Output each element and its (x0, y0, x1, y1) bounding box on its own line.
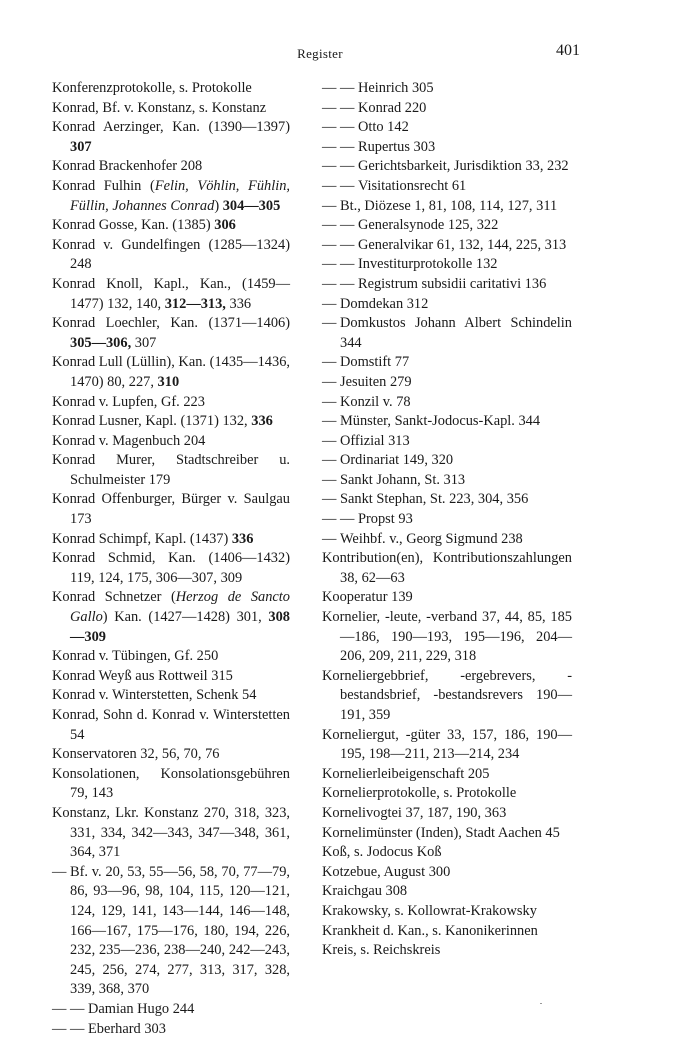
index-entry (322, 118, 572, 138)
entry-text: Damian Hugo 244 (88, 1000, 195, 1017)
entry-text: Bf. v. 20, 53, 55—56, 58, 70, 77—79, 86, 93—96, 98, 104, 115, 120—121, 124, 129, 141, 143—144, 146—148, 166—167, 175—176, 180, 194, 226, 232, 235—236, 238—240, 242—243, 245, 256, 274, 277, 313, 317, 328, 339, 368, 370 (70, 863, 290, 998)
ditto-dash: — (322, 315, 337, 332)
entry-text: Kornelivogtei 37, 187, 190, 363 (322, 804, 507, 821)
entry-text: Konrad Knoll, Kapl., Kan., (1459—1477) 132, 140, (52, 275, 290, 312)
entry-text: Sankt Johann, St. 313 (340, 471, 466, 488)
index-entry (322, 451, 572, 471)
ditto-dash: — (340, 80, 355, 96)
entry-text: Kooperatur 139 (322, 589, 413, 606)
index-entry (322, 275, 572, 295)
index-entry (322, 843, 572, 863)
index-entry (52, 451, 290, 490)
index-entry (322, 882, 572, 902)
ditto-dash: — (340, 138, 355, 155)
ditto-dash: — (322, 373, 337, 390)
entry-text: Konrad Schnetzer ( (52, 589, 176, 606)
index-entry (322, 216, 572, 236)
entry-text: Konrad Loechler, Kan. (1371—1406) (52, 315, 290, 332)
index-entry (322, 784, 572, 804)
index-entry (52, 765, 290, 804)
ditto-dash: — (322, 99, 337, 116)
index-column-left (52, 79, 290, 1039)
ditto-dash: — (322, 295, 337, 312)
entry-text: Konrad Schimpf, Kapl. (1437) (52, 530, 232, 547)
bold-page-ref: 312—313, (164, 295, 226, 312)
index-entry (322, 353, 572, 373)
ditto-dash: — (322, 256, 337, 273)
index-entry (52, 216, 290, 236)
entry-text: Konrad Brackenhofer 208 (52, 158, 203, 175)
entry-text: Konrad, Sohn d. Konrad v. Winterstetten 54 (52, 707, 290, 743)
index-entry (322, 412, 572, 432)
ditto-dash: — (322, 197, 337, 214)
entry-text: Jesuiten 279 (340, 373, 412, 390)
entry-text: Kornelierprotokolle, s. Protokolle (322, 785, 517, 802)
entry-text: Konrad Lull (Lüllin), Kan. (1435—1436, 1470) 80, 227, (52, 354, 290, 390)
index-entry (322, 922, 572, 942)
entry-text: Kornelierleibeigenschaft 205 (322, 765, 490, 782)
index-entry (322, 471, 572, 491)
italic-variant: Herzog de Sancto Gallo (70, 589, 290, 626)
index-entry (322, 549, 572, 588)
ditto-dash: — (340, 158, 355, 175)
page-number: 401 (556, 42, 580, 59)
index-entry (322, 157, 572, 177)
ditto-dash: — (70, 1000, 85, 1017)
entry-text: Domstift 77 (340, 354, 410, 371)
entry-text: Generalsynode 125, 322 (358, 217, 499, 234)
entry-text: Gerichtsbarkeit, Jurisdiktion 33, 232 (358, 158, 569, 175)
ditto-dash: — (322, 393, 337, 410)
index-entry (322, 824, 572, 844)
index-entry (322, 295, 572, 315)
entry-text: Registrum subsidii caritativi 136 (358, 275, 547, 292)
index-entry (52, 706, 290, 745)
entry-text: Generalvikar 61, 132, 144, 225, 313 (358, 236, 567, 253)
bold-page-ref: 306 (214, 217, 236, 234)
ditto-dash: — (52, 1020, 67, 1037)
entry-text: Offizial 313 (340, 432, 410, 449)
ditto-dash: — (322, 432, 337, 449)
entry-text: Konrad Schmid, Kan. (1406—1432) 119, 124, 175, 306—307, 309 (52, 550, 290, 586)
entry-text: Konrad Fulhin ( (52, 177, 155, 194)
entry-text: Konrad Gosse, Kan. (1385) (52, 217, 215, 234)
ditto-dash: — (322, 119, 337, 136)
index-entry (322, 490, 572, 510)
index-entry (52, 99, 290, 119)
entry-text: Konrad Weyß aus Rottweil 315 (52, 667, 233, 684)
index-entry (52, 393, 290, 413)
entry-text: Konferenzprotokolle, s. Protokolle (52, 80, 252, 96)
entry-text: Konrad, Bf. v. Konstanz, s. Konstanz (52, 99, 267, 116)
index-entry (52, 530, 290, 550)
ditto-dash: — (322, 530, 337, 547)
index-entry (52, 1020, 290, 1040)
bold-page-ref: 336 (231, 530, 254, 547)
entry-text: Konzil v. 78 (340, 393, 411, 410)
entry-text: Investiturprotokolle 132 (358, 256, 498, 273)
entry-text: Propst 93 (358, 511, 413, 528)
entry-text: Konrad v. Magenbuch 204 (52, 432, 206, 449)
entry-text: Heinrich 305 (358, 80, 434, 96)
entry-text: Korneliergut, -güter 33, 157, 186, 190—195, 198—211, 213—214, 234 (322, 726, 572, 763)
entry-text: Kreis, s. Reichskreis (322, 942, 441, 959)
ditto-dash: — (340, 236, 355, 253)
ditto-dash: — (340, 511, 355, 528)
scan-speck (540, 1003, 542, 1004)
bold-page-ref: 336 (251, 413, 273, 430)
entry-text: Kornelimünster (Inden), Stadt Aachen 45 (322, 824, 560, 841)
ditto-dash: — (322, 217, 337, 234)
entry-text: Konrad v. Gundelfingen (1285—1324) 248 (52, 236, 290, 273)
bold-page-ref: 310 (157, 373, 180, 390)
index-entry (52, 804, 290, 863)
index-column-right (322, 79, 572, 961)
entry-text: Domkustos Johann Albert Schindelin 344 (340, 315, 572, 351)
entry-text: Bt., Diözese 1, 81, 108, 114, 127, 311 (340, 197, 558, 214)
ditto-dash: — (322, 80, 337, 96)
index-entry (52, 490, 290, 529)
index-entry (322, 726, 572, 765)
entry-text: Konrad v. Winterstetten, Schenk 54 (52, 687, 257, 704)
ditto-dash: — (322, 354, 337, 371)
index-entry (322, 236, 572, 256)
index-entry (322, 902, 572, 922)
ditto-dash: — (340, 275, 355, 292)
entry-text: Korneliergebbrief, -ergebrevers, -bestandsbrief, -bestandsrevers 190—191, 359 (322, 667, 572, 723)
entry-text: Kontribution(en), Kontributionszahlungen 38, 62—63 (322, 550, 572, 586)
bold-page-ref: 305—306, (70, 334, 132, 351)
index-entry (322, 510, 572, 530)
index-entry (322, 79, 572, 99)
index-entry (52, 236, 290, 275)
entry-text: Otto 142 (358, 119, 409, 136)
index-entry (322, 314, 572, 353)
entry-text: Konrad Lusner, Kapl. (1371) 132, (52, 413, 252, 430)
ditto-dash: — (340, 119, 355, 136)
ditto-dash: — (322, 491, 337, 508)
index-entry (322, 432, 572, 452)
italic-variant: Felin, Vöhlin, Fühlin, Füllin, Johannes Conrad (70, 177, 290, 214)
index-entry (322, 588, 572, 608)
running-title: Register (297, 46, 343, 61)
index-entry (52, 79, 290, 99)
ditto-dash: — (70, 1020, 85, 1037)
entry-text: Krankheit d. Kan., s. Kanonikerinnen (322, 922, 538, 939)
bold-page-ref: 308—309 (70, 609, 290, 645)
ditto-dash: — (322, 511, 337, 528)
entry-text: ) Kan. (1427—1428) 301, (102, 609, 269, 626)
index-entry (322, 804, 572, 824)
index-entry (322, 138, 572, 158)
index-entry (52, 314, 290, 353)
ditto-dash: — (340, 177, 355, 194)
index-entry (52, 177, 290, 216)
entry-text: Domdekan 312 (340, 295, 429, 312)
entry-text: Kraichgau 308 (322, 883, 408, 900)
index-entry (322, 863, 572, 883)
ditto-dash: — (322, 138, 337, 155)
entry-text: Münster, Sankt-Jodocus-Kapl. 344 (340, 413, 541, 430)
index-entry (52, 412, 290, 432)
index-entry (52, 275, 290, 314)
index-entry (52, 745, 290, 765)
entry-text: Rupertus 303 (358, 138, 436, 155)
entry-text: Konstanz, Lkr. Konstanz 270, 318, 323, 331, 334, 342—343, 347—348, 361, 364, 371 (52, 804, 290, 861)
entry-text: Sankt Stephan, St. 223, 304, 356 (340, 491, 529, 508)
bold-page-ref: 307 (70, 138, 92, 155)
ditto-dash: — (52, 863, 67, 880)
entry-text: Konrad 220 (358, 99, 427, 116)
index-entry (322, 373, 572, 393)
index-entry (52, 118, 290, 157)
ditto-dash: — (322, 236, 337, 253)
ditto-dash: — (322, 275, 337, 292)
index-entry (52, 157, 290, 177)
ditto-dash: — (52, 1000, 67, 1017)
entry-text: Konrad v. Lupfen, Gf. 223 (52, 393, 205, 410)
entry-text: Konrad v. Tübingen, Gf. 250 (52, 648, 219, 665)
index-entry (52, 353, 290, 392)
ditto-dash: — (322, 413, 337, 430)
index-entry (52, 549, 290, 588)
index-entry (322, 530, 572, 550)
ditto-dash: — (340, 99, 355, 116)
entry-text: Koß, s. Jodocus Koß (322, 844, 442, 861)
index-entry (322, 765, 572, 785)
entry-text: Eberhard 303 (88, 1020, 166, 1037)
index-entry (52, 863, 290, 1000)
ditto-dash: — (322, 452, 337, 469)
entry-text: ) (214, 197, 223, 214)
ditto-dash: — (340, 217, 355, 234)
ditto-dash: — (340, 256, 355, 273)
entry-text: Konsolationen, Konsolationsgebühren 79, 143 (52, 765, 290, 802)
index-entry (322, 197, 572, 217)
entry-text: Konrad Aerzinger, Kan. (1390—1397) (52, 119, 290, 136)
entry-text: 336 (225, 295, 252, 312)
entry-text: Weihbf. v., Georg Sigmund 238 (340, 530, 523, 547)
entry-text: Konrad Offenburger, Bürger v. Saulgau 173 (52, 491, 290, 528)
entry-text: Ordinariat 149, 320 (340, 452, 454, 469)
index-entry (322, 393, 572, 413)
entry-text: Konrad Murer, Stadtschreiber u. Schulmeister 179 (52, 452, 290, 488)
index-entry (322, 255, 572, 275)
entry-text: Kornelier, -leute, -verband 37, 44, 85, 185—186, 190—193, 195—196, 204—206, 209, 211, 229, 318 (322, 609, 572, 665)
ditto-dash: — (322, 158, 337, 175)
index-entry (322, 941, 572, 961)
index-entry (52, 1000, 290, 1020)
entry-text: 307 (131, 334, 157, 351)
entry-text: Kotzebue, August 300 (322, 863, 451, 880)
index-entry (322, 99, 572, 119)
entry-text: Visitationsrecht 61 (358, 177, 467, 194)
ditto-dash: — (322, 471, 337, 488)
index-entry (322, 667, 572, 726)
index-entry (52, 686, 290, 706)
index-entry (322, 608, 572, 667)
ditto-dash: — (322, 177, 337, 194)
entry-text: Krakowsky, s. Kollowrat-Krakowsky (322, 902, 537, 919)
index-entry (52, 588, 290, 647)
index-entry (52, 432, 290, 452)
bold-page-ref: 304—305 (222, 197, 281, 214)
entry-text: Konservatoren 32, 56, 70, 76 (52, 746, 220, 763)
index-entry (322, 177, 572, 197)
index-entry (52, 647, 290, 667)
index-entry (52, 667, 290, 687)
